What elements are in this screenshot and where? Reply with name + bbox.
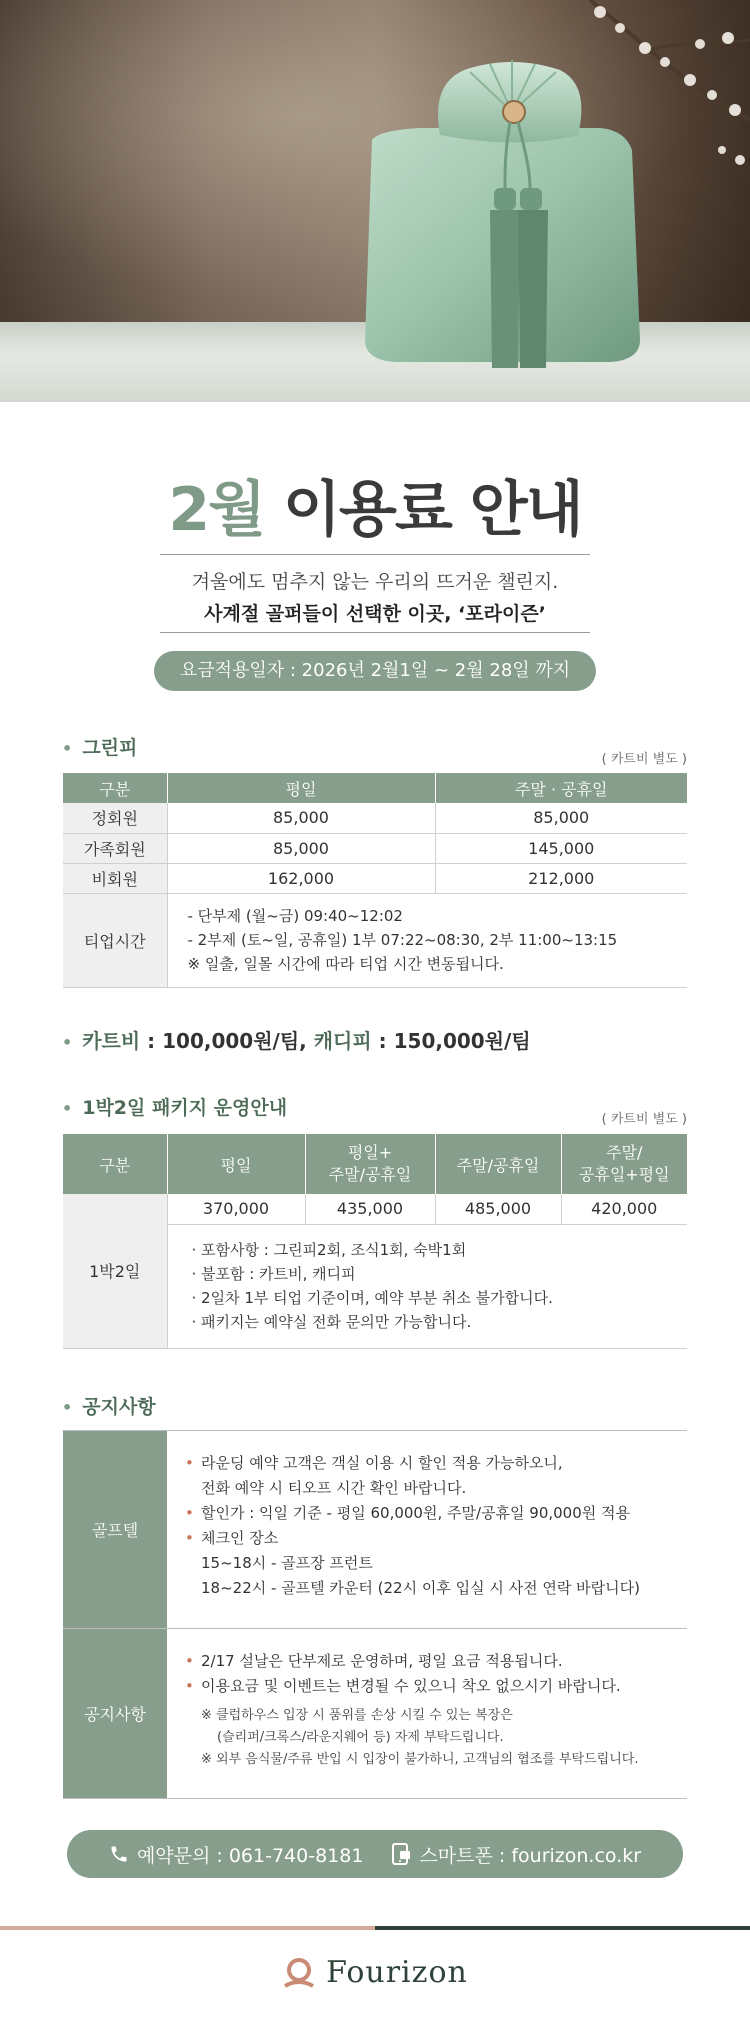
small-note: ※ 클럽하우스 입장 시 품위를 손상 시킬 수 있는 복장은	[201, 1708, 513, 1723]
title-text: 이용료 안내	[282, 475, 582, 545]
table-row	[63, 1194, 687, 1224]
weekday-price: 85,000	[167, 833, 435, 863]
page-title	[0, 462, 750, 548]
web-text: 스마트폰 : fourizon.co.kr	[419, 1844, 642, 1867]
package-price: 420,000	[561, 1194, 687, 1224]
notice-table	[63, 1430, 687, 1799]
bullet-dot: •	[62, 739, 73, 758]
teeoff-details	[167, 893, 687, 987]
package-detail-line: · 2일차 1부 티업 기준이며, 예약 부분 취소 불가합니다.	[191, 1289, 553, 1307]
package-price: 370,000	[167, 1194, 305, 1224]
golftel-details	[167, 1431, 687, 1628]
weekend-price: 85,000	[435, 803, 687, 833]
phone-icon	[109, 1844, 129, 1864]
package-details	[167, 1224, 687, 1348]
row-label: 1박2일	[63, 1194, 167, 1348]
package-heading	[62, 1093, 287, 1120]
web-contact[interactable]	[391, 1841, 641, 1868]
bullet-dot: •	[62, 1099, 73, 1118]
green-fee-table	[63, 773, 687, 988]
brand-logo	[0, 1955, 750, 1990]
weekend-price: 212,000	[435, 863, 687, 893]
col-header: 주말 · 공휴일	[435, 773, 687, 803]
list-item: • 이용요금 및 이벤트는 변경될 수 있으니 착오 없으시기 바랍니다.	[185, 1674, 671, 1699]
col-header: 평일	[167, 773, 435, 803]
notice-heading-text: 공지사항	[82, 1396, 156, 1418]
list-item-text: • 라운딩 예약 고객은 객실 이용 시 할인 적용 가능하오니,	[201, 1454, 563, 1472]
small-note: (슬리퍼/크록스/라운지웨어 등) 자제 부탁드립니다.	[217, 1730, 504, 1745]
bullet-dot: •	[62, 1033, 73, 1052]
general-notice-details	[167, 1629, 687, 1798]
col-header: 평일	[167, 1134, 305, 1194]
intro-top-rule	[160, 554, 590, 555]
col-header: 주말/공휴일	[435, 1134, 561, 1194]
small-note: ※ 외부 음식물/주류 반입 시 입장이 불가하니, 고객님의 협조를 부탁드립니다.	[201, 1752, 639, 1767]
package-heading-text: 1박2일 패키지 운영안내	[82, 1097, 288, 1119]
bullet-dot: •	[62, 1398, 73, 1417]
contact-bar	[67, 1830, 683, 1878]
col-header: 평일+ 주말/공휴일	[305, 1134, 435, 1194]
teeoff-line: ※ 일출, 일몰 시간에 따라 티업 시간 변동됩니다.	[187, 955, 504, 973]
brand-mark-icon	[282, 1956, 316, 1990]
gift-bundle-illustration	[0, 0, 750, 402]
list-item: • 2/17 설날은 단부제로 운영하며, 평일 요금 적용됩니다.	[185, 1649, 671, 1674]
caddie-value: : 150,000원/팀	[371, 1029, 531, 1053]
table-row	[63, 833, 687, 863]
cart-label: 카트비	[82, 1029, 141, 1053]
list-item	[185, 1451, 671, 1501]
package-note: ( 카트비 별도 )	[601, 1112, 687, 1127]
title-month: 2월	[168, 475, 265, 545]
table-row	[63, 863, 687, 893]
cart-value: : 100,000원/팀,	[140, 1029, 314, 1053]
table-header-row	[63, 773, 687, 803]
smartphone-icon	[391, 1843, 411, 1865]
package-price: 485,000	[435, 1194, 561, 1224]
footer-rule-right	[375, 1926, 750, 1930]
col-header: 구분	[63, 773, 167, 803]
table-row	[63, 803, 687, 833]
row-label: 가족회원	[63, 833, 167, 863]
phone-text: 예약문의 : 061-740-8181	[136, 1844, 364, 1867]
package-detail-line: · 포함사항 : 그린피2회, 조식1회, 숙박1회	[191, 1241, 467, 1259]
row-label: 골프텔	[63, 1431, 167, 1628]
green-fee-note: ( 카트비 별도 )	[601, 752, 687, 767]
general-notice-row	[63, 1629, 687, 1799]
table-header-row	[63, 1134, 687, 1194]
weekday-price: 85,000	[167, 803, 435, 833]
list-item: • 할인가 : 익일 기준 - 평일 60,000원, 주말/공휴일 90,000원 적용	[185, 1501, 671, 1526]
list-subitem: 18~22시 - 골프텔 카운터 (22시 이후 입실 시 사전 연락 바랍니다)	[201, 1579, 640, 1597]
package-price: 435,000	[305, 1194, 435, 1224]
intro-bottom-rule	[160, 632, 590, 633]
teeoff-row	[63, 893, 687, 987]
row-label: 공지사항	[63, 1629, 167, 1798]
footer-rule-left	[0, 1926, 375, 1930]
row-label: 티업시간	[63, 893, 167, 987]
package-table	[63, 1134, 687, 1349]
intro-line-2: 사계절 골퍼들이 선택한 이곳, ‘포라이즌’	[204, 603, 546, 625]
hero-image	[0, 0, 750, 402]
row-label: 비회원	[63, 863, 167, 893]
weekend-price: 145,000	[435, 833, 687, 863]
brand-wordmark: Fourizon	[326, 1955, 468, 1990]
package-detail-line: · 패키지는 예약실 전화 문의만 가능합니다.	[191, 1313, 472, 1331]
green-fee-heading	[62, 733, 137, 760]
list-subitem: 15~18시 - 골프장 프런트	[201, 1554, 373, 1572]
weekday-price: 162,000	[167, 863, 435, 893]
package-detail-line: · 불포함 : 카트비, 캐디피	[191, 1265, 356, 1283]
list-item-text: 전화 예약 시 티오프 시간 확인 바랍니다.	[201, 1479, 467, 1497]
teeoff-line: - 단부제 (월~금) 09:40~12:02	[187, 907, 403, 925]
caddie-label: 캐디피	[313, 1029, 372, 1053]
notice-heading	[62, 1392, 156, 1419]
green-fee-heading-text: 그린피	[82, 737, 138, 759]
row-label: 정회원	[63, 803, 167, 833]
col-header: 주말/ 공휴일+평일	[561, 1134, 687, 1194]
teeoff-line: - 2부제 (토~일, 공휴일) 1부 07:22~08:30, 2부 11:00~13:15	[187, 931, 618, 949]
list-item: • 체크인 장소	[185, 1526, 671, 1551]
col-header: 구분	[63, 1134, 167, 1194]
phone-contact[interactable]	[109, 1841, 364, 1868]
golftel-row	[63, 1431, 687, 1629]
intro-line-1: 겨울에도 멈추지 않는 우리의 뜨거운 챌린지.	[191, 571, 559, 593]
rate-period-badge: 요금적용일자 : 2026년 2월1일 ~ 2월 28일 까지	[154, 651, 596, 691]
cart-caddie-fee	[62, 1025, 531, 1054]
